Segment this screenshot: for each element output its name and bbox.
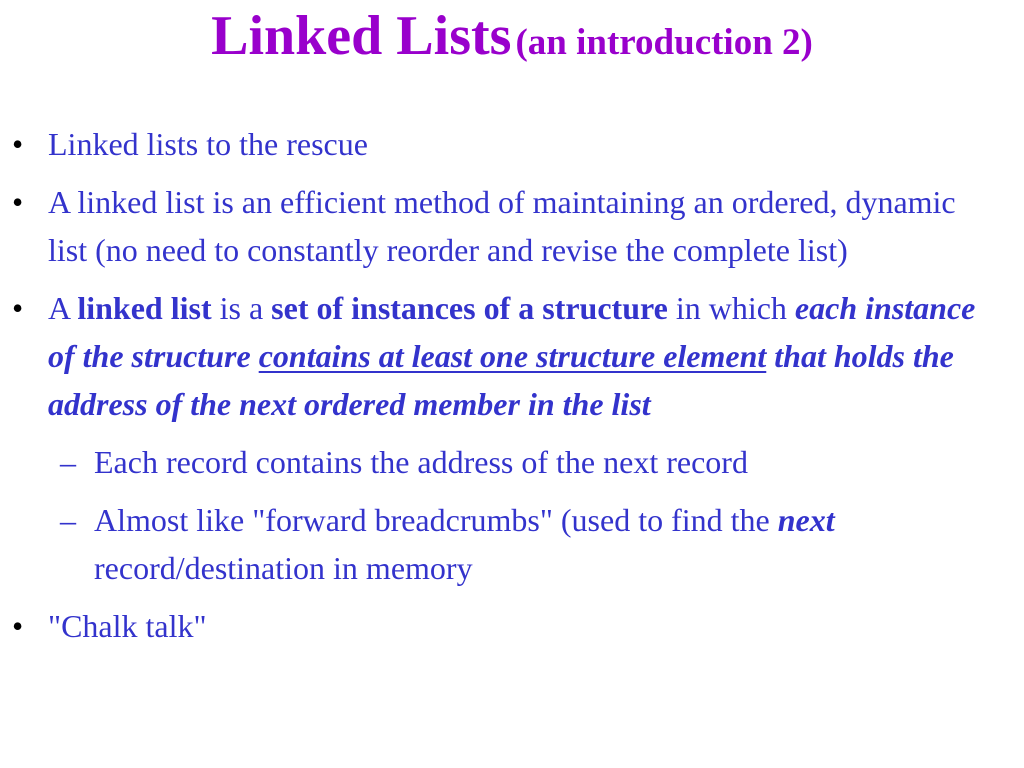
bullet-text-plain: in which — [667, 290, 795, 326]
emphasis-each-instance: each instance of the structure — [48, 290, 976, 374]
bullet-text: A linked list is an efficient method of maintaining an ordered, dynamic list (no need to constantly reorder and revise the complete list) — [48, 184, 956, 268]
emphasis-next: next — [777, 502, 835, 538]
bullet-text-plain: is a — [211, 290, 272, 326]
bullet-list — [0, 120, 1000, 660]
sub-bullet-item — [0, 438, 1000, 486]
bullet-text-plain: A — [48, 290, 78, 326]
bullet-item — [0, 120, 1000, 168]
sub-bullet-text: Each record contains the address of the next record — [94, 444, 748, 480]
bullet-item — [0, 178, 1000, 274]
term-set-of-instances: set of instances of a structure — [271, 290, 668, 326]
slide-title — [0, 4, 1024, 68]
bullet-text: "Chalk talk" — [48, 608, 207, 644]
emphasis-underlined-element: contains at least one structure element — [258, 338, 767, 374]
bullet-marker: • — [12, 126, 24, 162]
sub-bullet-marker: – — [60, 502, 76, 538]
sub-bullet-text: record/destination in memory — [94, 550, 473, 586]
bullet-item — [0, 602, 1000, 650]
bullet-item — [0, 284, 1000, 428]
bullet-text: Linked lists to the rescue — [48, 126, 368, 162]
title-subtitle: (an introduction 2) — [515, 22, 813, 63]
title-main: Linked Lists — [211, 5, 512, 67]
sub-bullet-item — [0, 496, 1000, 592]
emphasis-holds-address: that holds the address of the next ordered member in the list — [48, 338, 954, 422]
sub-bullet-text: Almost like "forward breadcrumbs" (used to find the — [94, 502, 778, 538]
bullet-marker: • — [12, 184, 24, 220]
term-linked-list: linked list — [77, 290, 212, 326]
bullet-marker: • — [12, 290, 24, 326]
bullet-marker: • — [12, 608, 24, 644]
sub-bullet-marker: – — [60, 444, 76, 480]
